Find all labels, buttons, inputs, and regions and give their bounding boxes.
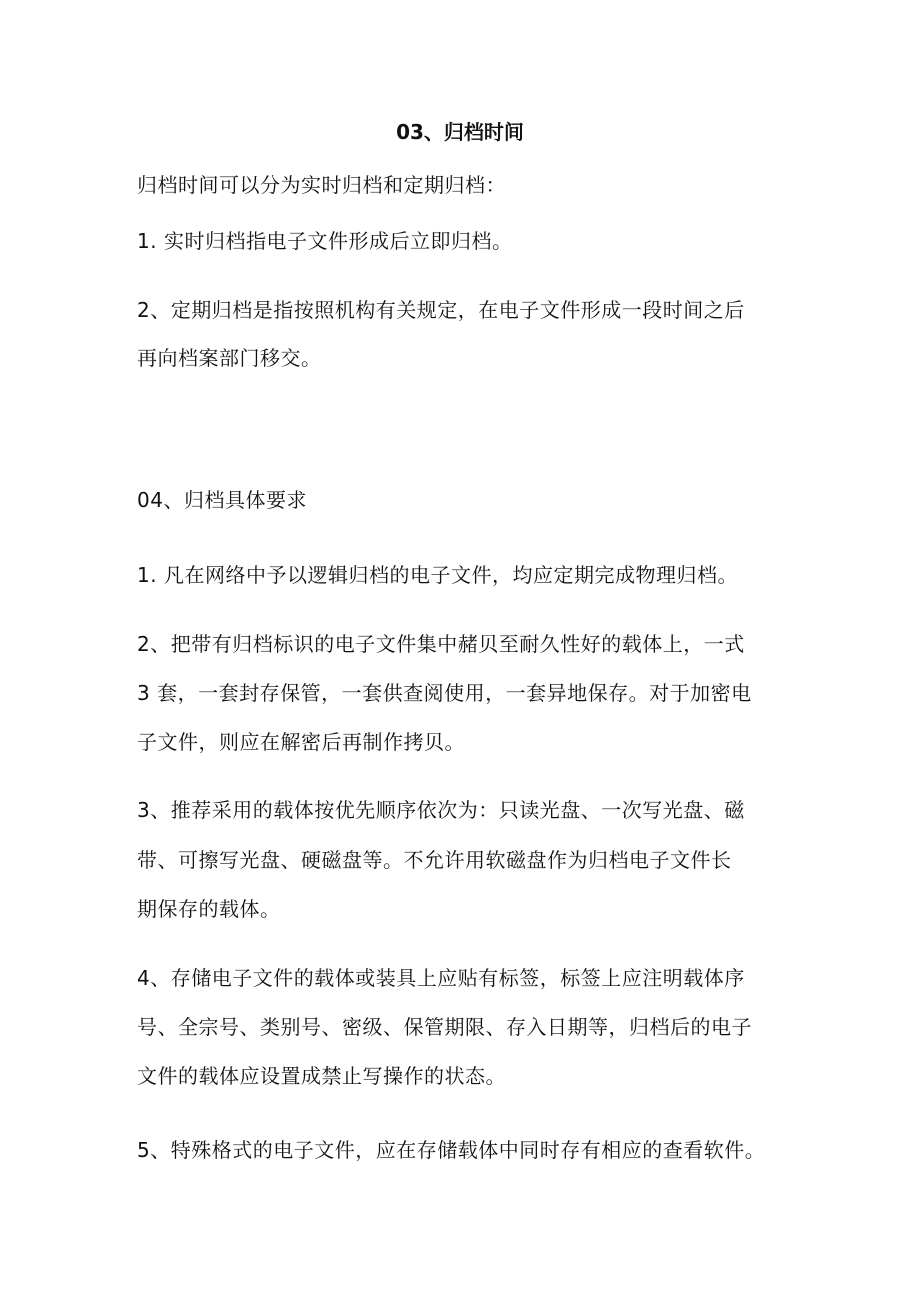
section-4-item-4-line-1: 4、存储电子文件的载体或装具上应贴有标签，标签上应注明载体序 bbox=[137, 966, 745, 990]
section-4-item-3-line-2: 带、可擦写光盘、硬磁盘等。不允许用软磁盘作为归档电子文件长 bbox=[137, 848, 732, 872]
section-4-item-2-line-2: 3 套，一套封存保管，一套供查阅使用，一套异地保存。对于加密电 bbox=[137, 681, 752, 705]
section-4-title: 04、归档具体要求 bbox=[137, 488, 307, 512]
section-3-item-2-line-2: 再向档案部门移交。 bbox=[137, 346, 322, 370]
section-3-item-2-line-1: 2、定期归档是指按照机构有关规定，在电子文件形成一段时间之后 bbox=[137, 298, 745, 322]
section-4-item-2-line-3: 子文件，则应在解密后再制作拷贝。 bbox=[137, 730, 465, 754]
section-3-title: 03、归档时间 bbox=[396, 120, 524, 144]
section-4-item-3-line-1: 3、推荐采用的载体按优先顺序依次为：只读光盘、一次写光盘、磁 bbox=[137, 798, 745, 822]
section-4-item-1: 1. 凡在网络中予以逻辑归档的电子文件，均应定期完成物理归档。 bbox=[137, 563, 738, 587]
section-4-item-3-line-3: 期保存的载体。 bbox=[137, 897, 281, 921]
section-4-item-4-line-2: 号、全宗号、类别号、密级、保管期限、存入日期等，归档后的电子 bbox=[137, 1015, 752, 1039]
section-4-item-5: 5、特殊格式的电子文件，应在存储载体中同时存有相应的查看软件。 bbox=[137, 1138, 766, 1162]
section-3-intro: 归档时间可以分为实时归档和定期归档： bbox=[137, 173, 506, 197]
section-4-item-4-line-3: 文件的载体应设置成禁止写操作的状态。 bbox=[137, 1064, 506, 1088]
section-3-item-1: 1. 实时归档指电子文件形成后立即归档。 bbox=[137, 229, 513, 253]
section-4-item-2-line-1: 2、把带有归档标识的电子文件集中赭贝至耐久性好的载体上，一式 bbox=[137, 632, 745, 656]
